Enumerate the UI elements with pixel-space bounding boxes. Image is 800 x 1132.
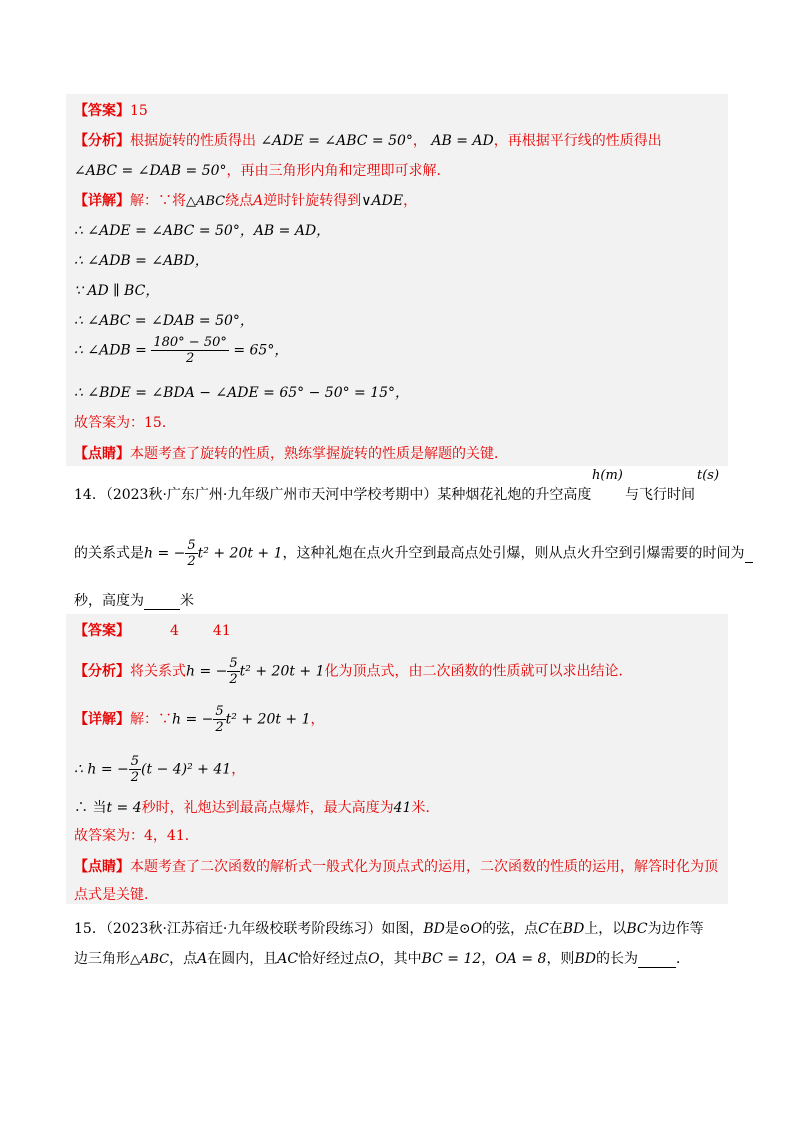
stem-text: ，则 xyxy=(546,951,575,967)
stem-math: BC = 12 xyxy=(421,951,482,967)
answer-blank[interactable] xyxy=(144,593,180,610)
stem-math: △ABC xyxy=(130,952,170,967)
detail-math: △ABC xyxy=(186,194,226,209)
detail-text: 逆时针旋转得到 xyxy=(263,193,362,209)
q13-comment-line xyxy=(74,443,508,463)
stem-text: 米 xyxy=(180,593,194,609)
analysis-text: 化为顶点式，由二次函数的性质就可以求出结论． xyxy=(324,663,633,680)
q15-stem-line-1 xyxy=(74,918,704,938)
answer-value: 15 xyxy=(130,103,148,119)
stem-text: 在圆内，且 xyxy=(207,951,278,967)
stem-text: 的关系式是 xyxy=(74,545,144,562)
stem-text: ． xyxy=(675,951,690,967)
stem-text: 秒，高度为 xyxy=(74,593,144,609)
comment-tag: 【点睛】 xyxy=(74,446,130,462)
conclusion-text: 秒时，礼炮达到最高点爆炸，最大高度为 xyxy=(141,800,394,816)
stem-text: 的长为 xyxy=(595,951,638,967)
q14-comment-line-1 xyxy=(74,856,718,876)
q15-stem-line-2 xyxy=(74,948,690,968)
detail-text: ， xyxy=(231,761,246,778)
detail-math: t² + 20t + 1 xyxy=(225,711,311,728)
stem-text: 14．（2023秋·广东广州·九年级广州市天河中学校考期中）某种烟花礼炮的升空高度 xyxy=(74,487,592,503)
q13-step-6: ∴ ∠BDE = ∠BDA − ∠ADE = 65° − 50° = 15°， xyxy=(74,385,410,401)
q13-step-1: ∴ ∠ADE = ∠ABC = 50°，AB = AD， xyxy=(74,223,331,239)
q13-final-answer: 故答案为：15． xyxy=(74,415,176,431)
detail-tag: 【详解】 xyxy=(74,711,130,728)
q13-detail-line: 【详解】解：∵将△ABC绕点A逆时针旋转得到∨ADE， xyxy=(74,193,418,209)
comment-tag: 【点睛】 xyxy=(74,859,130,875)
fraction xyxy=(185,538,197,569)
stem-text: ，这种礼炮在点火升空到最高点处引爆，则从点火升空到引爆需要的时间为 xyxy=(282,545,745,562)
conclusion-text: ∴ 当 xyxy=(74,800,107,816)
detail-math: A xyxy=(253,193,264,209)
q14-vertex-line xyxy=(74,754,245,785)
stem-math: BC xyxy=(626,921,648,937)
step-text: ∴ ∠ADB = xyxy=(74,342,147,359)
q14-stem-t: t(s) xyxy=(697,468,720,483)
detail-math: ∨ADE xyxy=(361,193,404,209)
answer-tag: 【答案】 xyxy=(74,103,130,119)
stem-math: O xyxy=(368,951,380,967)
step-text: = 65°， xyxy=(233,342,289,359)
analysis-tag: 【分析】 xyxy=(74,663,130,680)
stem-math: BD xyxy=(574,951,596,967)
detail-text: 解：∵ xyxy=(130,711,172,728)
analysis-text: ，再由三角形内角和定理即可求解． xyxy=(226,163,451,179)
q14-answer-line xyxy=(74,620,231,640)
fraction-denominator: 2 xyxy=(187,554,196,569)
analysis-text: 根据旋转的性质得出 xyxy=(130,133,256,149)
q13-step-2: ∴ ∠ADB = ∠ABD， xyxy=(74,253,209,269)
q14-stem-line-3 xyxy=(74,590,194,610)
detail-tag: 【详解】 xyxy=(74,193,130,209)
fraction xyxy=(151,335,229,366)
stem-math: BD xyxy=(562,921,585,937)
analysis-tag: 【分析】 xyxy=(74,133,130,149)
fraction-numerator: 5 xyxy=(187,538,196,553)
stem-text: ，其中 xyxy=(379,951,422,967)
stem-math: AC xyxy=(277,951,299,967)
answer-blank[interactable] xyxy=(638,951,676,968)
q14-final-answer: 故答案为：4，41． xyxy=(74,828,199,844)
q14-stem-h: h(m) xyxy=(592,468,623,483)
stem-text: 在 xyxy=(548,921,563,937)
analysis-text: ，再根据平行线的性质得出 xyxy=(493,133,662,149)
stem-math: BD xyxy=(423,921,445,937)
fraction xyxy=(129,754,141,785)
analysis-text: 将关系式 xyxy=(130,663,186,680)
conclusion-text: 米． xyxy=(411,800,440,816)
stem-text: 为边作等 xyxy=(647,921,704,937)
q13-analysis-line-2 xyxy=(74,160,451,180)
conclusion-math: 41 xyxy=(393,800,412,816)
q13-step-5 xyxy=(74,335,288,366)
analysis-math: ∠ADE = ∠ABC = 50° xyxy=(260,133,413,149)
q13-analysis-line-1: 【分析】根据旋转的性质得出 ∠ADE = ∠ABC = 50°， AB = AD，再根据平行线的性质得出 xyxy=(74,133,662,149)
q14-comment-line-2: 点式是关键． xyxy=(74,887,158,903)
q13-step-3: ∵ AD ∥ BC， xyxy=(74,283,160,299)
analysis-math: t² + 20t + 1 xyxy=(239,663,325,680)
stem-math: t² + 20t + 1 xyxy=(197,545,283,562)
conclusion-math: t = 4 xyxy=(106,800,142,816)
fraction-denominator: 2 xyxy=(215,720,224,735)
fraction-numerator: 5 xyxy=(130,754,140,769)
detail-math: (t − 4)² + 41 xyxy=(141,761,232,778)
q13-step-4: ∴ ∠ABC = ∠DAB = 50°， xyxy=(74,313,254,329)
fraction-numerator: 180° − 50° xyxy=(153,335,227,350)
answer-tag: 【答案】 xyxy=(74,623,130,639)
stem-text: ， xyxy=(481,951,496,967)
stem-math: A xyxy=(197,951,208,967)
stem-text: 上，以 xyxy=(584,921,627,937)
q14-conclusion-line xyxy=(74,797,439,817)
q13-answer-line xyxy=(74,100,148,120)
answer-blank[interactable] xyxy=(745,546,753,563)
stem-math: h = − xyxy=(144,545,186,562)
analysis-math: h = − xyxy=(186,663,228,680)
q14-detail-line xyxy=(74,704,325,735)
stem-text: ，点 xyxy=(169,951,198,967)
answer-value: 41 xyxy=(212,623,231,639)
stem-text: 是 xyxy=(444,921,459,937)
q14-analysis-line xyxy=(74,656,633,687)
fraction xyxy=(227,656,239,687)
detail-text: 解：∵将 xyxy=(130,193,186,209)
stem-text: 恰好经过点 xyxy=(298,951,369,967)
analysis-math: ∠ABC = ∠DAB = 50° xyxy=(74,163,227,179)
fraction-denominator: 2 xyxy=(229,672,238,687)
fraction-denominator: 2 xyxy=(185,351,195,366)
detail-math: h = − xyxy=(172,711,214,728)
fraction-numerator: 5 xyxy=(215,704,224,719)
q14-stem-line-1 xyxy=(74,484,591,504)
comment-text: 本题考查了旋转的性质，熟练掌握旋转的性质是解题的关键． xyxy=(130,446,508,462)
detail-math: ∴ h = − xyxy=(74,761,129,778)
stem-text: 边三角形 xyxy=(74,951,130,967)
detail-text: ， xyxy=(310,711,325,728)
stem-text: 15．（2023秋·江苏宿迁·九年级校联考阶段练习）如图， xyxy=(74,921,424,937)
detail-text: 绕点 xyxy=(225,193,254,209)
q14-stem-between: 与飞行时间 xyxy=(625,487,695,503)
answer-value: 4 xyxy=(170,623,179,639)
stem-text: 的弦，点 xyxy=(482,921,539,937)
comment-text: 本题考查了二次函数的解析式一般式化为顶点式的运用，二次函数的性质的运用，解答时化为顶 xyxy=(130,859,718,875)
fraction xyxy=(213,704,225,735)
stem-math: ⊙O xyxy=(458,921,483,937)
fraction-numerator: 5 xyxy=(229,656,238,671)
stem-math: C xyxy=(538,921,549,937)
q14-stem-line-2 xyxy=(74,538,753,569)
stem-math: OA = 8 xyxy=(495,951,547,967)
analysis-math: AB = AD xyxy=(431,133,494,149)
fraction-denominator: 2 xyxy=(130,770,140,785)
